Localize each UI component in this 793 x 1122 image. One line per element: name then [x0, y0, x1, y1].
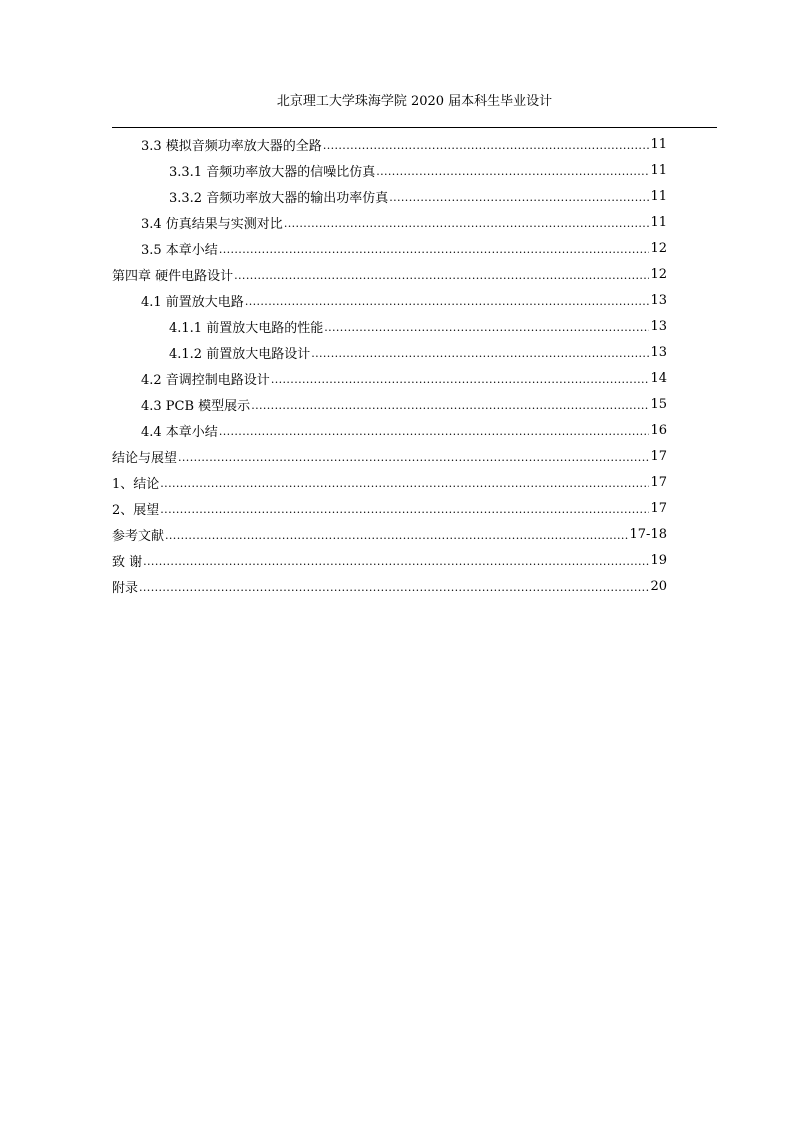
toc-entry[interactable]: [112, 521, 667, 547]
toc-entry-page: 16: [650, 422, 667, 438]
toc-entry[interactable]: [112, 209, 667, 235]
toc-entry-page: 13: [650, 318, 667, 334]
page-header: [112, 93, 717, 128]
toc-entry-page: 12: [650, 240, 667, 256]
toc-dot-leader: [271, 370, 650, 386]
toc-entry-page: 12: [650, 266, 667, 282]
toc-entry[interactable]: [112, 339, 667, 365]
header-title: 北京理工大学珠海学院 2020 届本科生毕业设计: [276, 94, 553, 109]
toc-dot-leader: [389, 188, 649, 204]
toc-entry[interactable]: [112, 443, 667, 469]
toc-dot-leader: [311, 344, 649, 360]
toc-dot-leader: [323, 136, 650, 152]
toc-entry-label: 3.3 模拟音频功率放大器的全路: [141, 138, 322, 154]
toc-entry-label: 2、展望: [112, 502, 160, 518]
toc-entry-label: 4.4 本章小结: [141, 424, 218, 440]
toc-entry-page: 11: [650, 214, 667, 230]
toc-dot-leader: [251, 396, 649, 412]
toc-entry[interactable]: [112, 365, 667, 391]
table-of-contents: [112, 131, 667, 599]
toc-entry[interactable]: [112, 547, 667, 573]
toc-dot-leader: [219, 240, 650, 256]
toc-entry[interactable]: [112, 235, 667, 261]
toc-entry-page: 15: [650, 396, 667, 412]
toc-dot-leader: [160, 474, 649, 490]
toc-dot-leader: [143, 552, 649, 568]
toc-entry-label: 第四章 硬件电路设计: [112, 268, 234, 284]
toc-entry-page: 17: [650, 500, 667, 516]
toc-entry-label: 4.2 音调控制电路设计: [141, 372, 270, 388]
toc-dot-leader: [234, 266, 649, 282]
toc-entry[interactable]: [112, 157, 667, 183]
toc-dot-leader: [178, 448, 649, 464]
toc-dot-leader: [219, 422, 650, 438]
toc-entry-label: 4.3 PCB 模型展示: [141, 398, 251, 414]
toc-dot-leader: [284, 214, 650, 230]
toc-entry[interactable]: [112, 417, 667, 443]
toc-entry-page: 20: [650, 578, 667, 594]
toc-entry[interactable]: [112, 391, 667, 417]
toc-entry[interactable]: [112, 287, 667, 313]
toc-entry-label: 4.1.1 前置放大电路的性能: [169, 320, 324, 336]
toc-entry-page: 17-18: [629, 526, 667, 542]
toc-entry[interactable]: [112, 261, 667, 287]
toc-entry-label: 3.5 本章小结: [141, 242, 218, 258]
toc-entry-page: 11: [650, 136, 667, 152]
toc-entry-label: 结论与展望: [112, 450, 178, 466]
toc-entry-label: 参考文献: [112, 528, 165, 544]
toc-dot-leader: [324, 318, 649, 334]
toc-dot-leader: [376, 162, 649, 178]
toc-entry[interactable]: [112, 131, 667, 157]
toc-entry-page: 17: [650, 448, 667, 464]
toc-entry-label: 致 谢: [112, 554, 143, 570]
toc-entry-page: 11: [650, 162, 667, 178]
toc-dot-leader: [245, 292, 650, 308]
toc-entry-label: 4.1.2 前置放大电路设计: [169, 346, 311, 362]
toc-entry-label: 3.4 仿真结果与实测对比: [141, 216, 283, 232]
toc-entry-page: 13: [650, 292, 667, 308]
toc-entry-page: 17: [650, 474, 667, 490]
toc-entry-page: 13: [650, 344, 667, 360]
toc-entry[interactable]: [112, 573, 667, 599]
toc-entry[interactable]: [112, 313, 667, 339]
toc-dot-leader: [160, 500, 649, 516]
toc-entry[interactable]: [112, 495, 667, 521]
toc-entry-label: 附录: [112, 580, 139, 596]
toc-dot-leader: [139, 578, 649, 594]
toc-entry-label: 4.1 前置放大电路: [141, 294, 244, 310]
toc-entry[interactable]: [112, 183, 667, 209]
toc-entry-page: 11: [650, 188, 667, 204]
toc-entry-page: 14: [650, 370, 667, 386]
toc-entry[interactable]: [112, 469, 667, 495]
toc-entry-page: 19: [650, 552, 667, 568]
toc-entry-label: 3.3.1 音频功率放大器的信噪比仿真: [169, 164, 376, 180]
toc-entry-label: 1、结论: [112, 476, 160, 492]
toc-dot-leader: [165, 526, 629, 542]
toc-entry-label: 3.3.2 音频功率放大器的输出功率仿真: [169, 190, 389, 206]
